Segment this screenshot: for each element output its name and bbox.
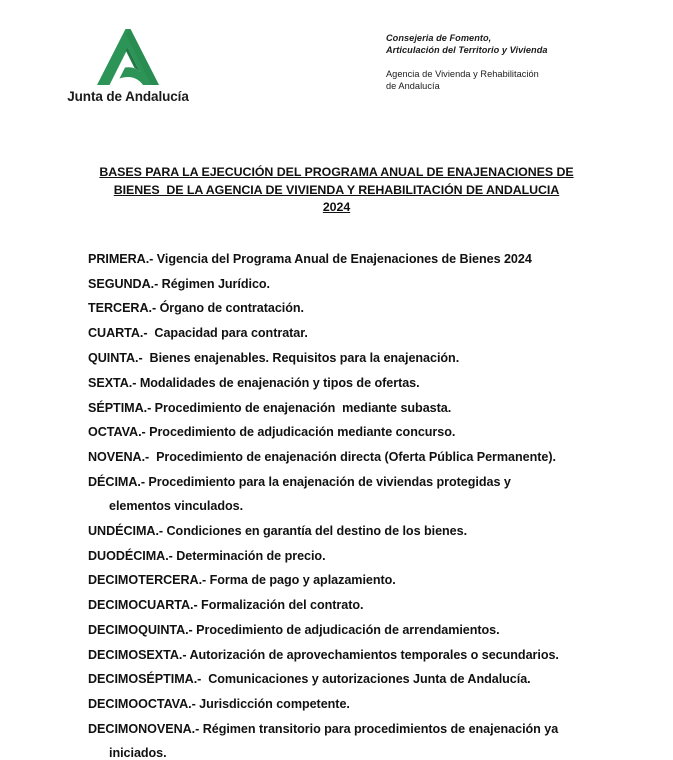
list-item <box>88 649 633 662</box>
consejeria-line-1: Consejeria de Fomento, <box>386 33 492 43</box>
list-item <box>88 253 633 266</box>
clause-text: DÉCIMA.- Procedimiento para la enajenación de viviendas protegidas y <box>88 474 511 489</box>
list-item <box>88 327 633 340</box>
clause-index-list <box>0 253 673 760</box>
clause-text: DECIMOSÉPTIMA.- Comunicaciones y autorizaciones Junta de Andalucía. <box>88 672 531 687</box>
page-title <box>46 164 627 217</box>
list-item <box>88 278 633 291</box>
clause-continuation-line: iniciados. <box>109 746 167 760</box>
clause-text: SEGUNDA.- Régimen Jurídico. <box>88 276 270 291</box>
list-item <box>88 624 633 637</box>
list-item <box>88 426 633 439</box>
clause-text: SEXTA.- Modalidades de enajenación y tipos de ofertas. <box>88 375 420 390</box>
clause-text: DECIMOSEXTA.- Autorización de aprovechamientos temporales o secundarios. <box>88 647 559 662</box>
list-item <box>88 673 633 686</box>
list-item <box>88 402 633 415</box>
clause-text: QUINTA.- Bienes enajenables. Requisitos para la enajenación. <box>88 350 460 365</box>
consejeria-line-2: Articulación del Territorio y Vivienda <box>386 44 548 55</box>
agencia-name <box>386 68 548 93</box>
junta-andalucia-arch-logo <box>92 28 164 86</box>
clause-text: UNDÉCIMA.- Condiciones en garantía del destino de los bienes. <box>88 523 468 538</box>
agencia-line-2: de Andalucía <box>386 80 440 91</box>
list-item <box>88 451 633 464</box>
title-line-1: BASES PARA LA EJECUCIÓN DEL PROGRAMA ANUAL DE ENAJENACIONES DE <box>99 165 574 179</box>
clause-text: CUARTA.- Capacidad para contratar. <box>88 326 308 341</box>
clause-text: DECIMOQUINTA.- Procedimiento de adjudicación de arrendamientos. <box>88 622 500 637</box>
list-item <box>88 550 633 563</box>
list-item <box>88 723 633 760</box>
clause-text: SÉPTIMA.- Procedimiento de enajenación mediante subasta. <box>88 400 452 415</box>
agencia-line-1: Agencia de Vivienda y Rehabilitación <box>386 68 539 79</box>
list-item <box>88 525 633 538</box>
list-item <box>88 352 633 365</box>
title-line-3: 2024 <box>322 200 351 215</box>
title-line-2: BIENES DE LA AGENCIA DE VIVIENDA Y REHABILITACIÓN DE ANDALUCIA <box>113 182 560 197</box>
list-item <box>88 599 633 612</box>
clause-text: DECIMONOVENA.- Régimen transitorio para procedimientos de enajenación ya <box>88 721 559 736</box>
clause-text: DECIMOOCTAVA.- Jurisdicción competente. <box>88 697 350 712</box>
clause-continuation-line: elementos vinculados. <box>109 498 244 513</box>
list-item <box>88 574 633 587</box>
consejeria-name <box>386 33 548 57</box>
list-item <box>88 698 633 711</box>
list-item <box>88 476 633 513</box>
clause-text: DECIMOTERCERA.- Forma de pago y aplazamiento. <box>88 573 396 588</box>
junta-andalucia-logo <box>48 28 208 104</box>
clause-text: DECIMOCUARTA.- Formalización del contrato. <box>88 598 364 613</box>
organization-identity <box>386 33 548 92</box>
clause-text: PRIMERA.- Vigencia del Programa Anual de Enajenaciones de Bienes 2024 <box>88 251 532 266</box>
logo-wordmark: Junta de Andalucía <box>67 89 189 104</box>
clause-text: DUODÉCIMA.- Determinación de precio. <box>88 548 326 563</box>
clause-text: NOVENA.- Procedimiento de enajenación directa (Oferta Pública Permanente). <box>88 450 556 465</box>
list-item <box>88 377 633 390</box>
document-header <box>0 0 673 120</box>
list-item <box>88 302 633 315</box>
clause-text: TERCERA.- Órgano de contratación. <box>88 301 304 316</box>
clause-text: OCTAVA.- Procedimiento de adjudicación mediante concurso. <box>88 425 456 440</box>
